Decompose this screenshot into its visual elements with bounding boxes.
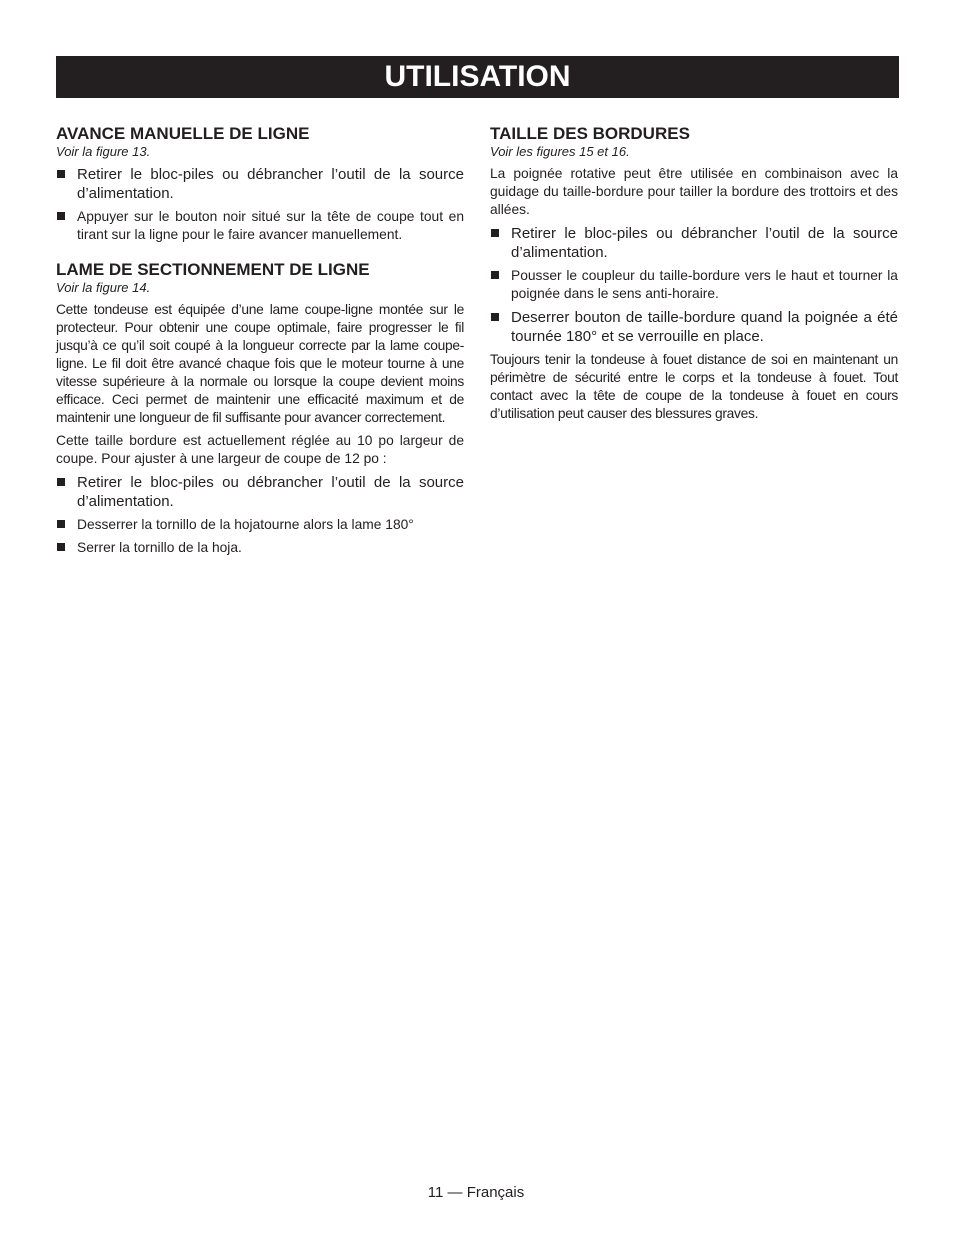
list-item-text: Appuyer sur le bouton noir situé sur la tête de coupe tout en tirant sur la ligne pour le faire avancer manuellement. bbox=[77, 209, 464, 242]
square-bullet-icon bbox=[491, 229, 499, 237]
list-item-text: Deserrer bouton de taille-bordure quand la poignée a été tournée 180° et se verrouille en place. bbox=[511, 309, 898, 345]
list-item-text: Retirer le bloc-piles ou débrancher l’outil de la source d’alimentation. bbox=[511, 225, 898, 261]
paragraph: Cette tondeuse est équipée d’une lame coupe-ligne montée sur le protecteur. Pour obtenir une coupe optimale, faire progresser le fil jusqu’à ce qu’il soit coupé à la longueur correcte par la lame coupe-ligne. Le fil doit être avancé chaque fois que le moteur tourne à une vitesse supérieure à la normale ou lorsque la coupe devient moins efficace. Ceci permet de maintenir une efficacité maximum et de maintenir une longueur de fil suffisante pour avancer correctement. bbox=[56, 302, 464, 425]
footer-language: Français bbox=[466, 1184, 525, 1201]
paragraph: La poignée rotative peut être utilisée en combinaison avec la guidage du taille-bordure pour tailler la bordure des trottoirs et des allées. bbox=[490, 166, 898, 217]
list-item bbox=[490, 224, 898, 262]
square-bullet-icon bbox=[57, 543, 65, 551]
right-column bbox=[490, 122, 898, 433]
figure-reference: Voir les figures 15 et 16. bbox=[490, 144, 630, 159]
banner-title: UTILISATION bbox=[384, 60, 571, 93]
list-item-text: Pousser le coupleur du taille-bordure vers le haut et tourner la poignée dans le sens anti-horaire. bbox=[511, 268, 898, 301]
page-footer bbox=[0, 1183, 954, 1203]
section-lame-sectionnement bbox=[56, 258, 464, 557]
list-item-text: Retirer le bloc-piles ou débrancher l’outil de la source d’alimentation. bbox=[77, 166, 464, 202]
list-item bbox=[490, 267, 898, 303]
section-banner bbox=[56, 56, 899, 98]
list-item-text: Retirer le bloc-piles ou débrancher l’outil de la source d’alimentation. bbox=[77, 474, 464, 510]
section-avance-manuelle bbox=[56, 122, 464, 244]
square-bullet-icon bbox=[57, 520, 65, 528]
section-heading: TAILLE DES BORDURES bbox=[490, 124, 690, 143]
square-bullet-icon bbox=[57, 170, 65, 178]
left-column bbox=[56, 122, 464, 567]
bullet-list bbox=[56, 473, 464, 557]
list-item bbox=[56, 208, 464, 244]
list-item bbox=[56, 165, 464, 203]
section-taille-bordures bbox=[490, 122, 898, 423]
list-item bbox=[56, 516, 464, 534]
list-item-text: Serrer la tornillo de la hoja. bbox=[77, 540, 242, 555]
figure-reference: Voir la figure 13. bbox=[56, 144, 151, 159]
figure-reference: Voir la figure 14. bbox=[56, 280, 151, 295]
bullet-list bbox=[56, 165, 464, 244]
page-number: 11 bbox=[427, 1184, 444, 1201]
square-bullet-icon bbox=[491, 271, 499, 279]
square-bullet-icon bbox=[57, 212, 65, 220]
footer-separator: — bbox=[447, 1184, 463, 1201]
section-heading: AVANCE MANUELLE DE LIGNE bbox=[56, 124, 310, 143]
list-item-text: Desserrer la tornillo de la hojatourne alors la lame 180° bbox=[77, 517, 414, 532]
paragraph: Toujours tenir la tondeuse à fouet distance de soi en maintenant un périmètre de sécurité entre le corps et la tondeuse à fouet. Tout contact avec la tête de coupe de la tondeuse à fouet en cours d’utilisation peut causer des blessures graves. bbox=[490, 352, 898, 421]
list-item bbox=[490, 308, 898, 346]
bullet-list bbox=[490, 224, 898, 346]
list-item bbox=[56, 539, 464, 557]
square-bullet-icon bbox=[57, 478, 65, 486]
paragraph: Cette taille bordure est actuellement réglée au 10 po largeur de coupe. Pour ajuster à une largeur de coupe de 12 po : bbox=[56, 433, 464, 466]
section-heading: LAME DE SECTIONNEMENT DE LIGNE bbox=[56, 260, 370, 279]
square-bullet-icon bbox=[491, 313, 499, 321]
list-item bbox=[56, 473, 464, 511]
